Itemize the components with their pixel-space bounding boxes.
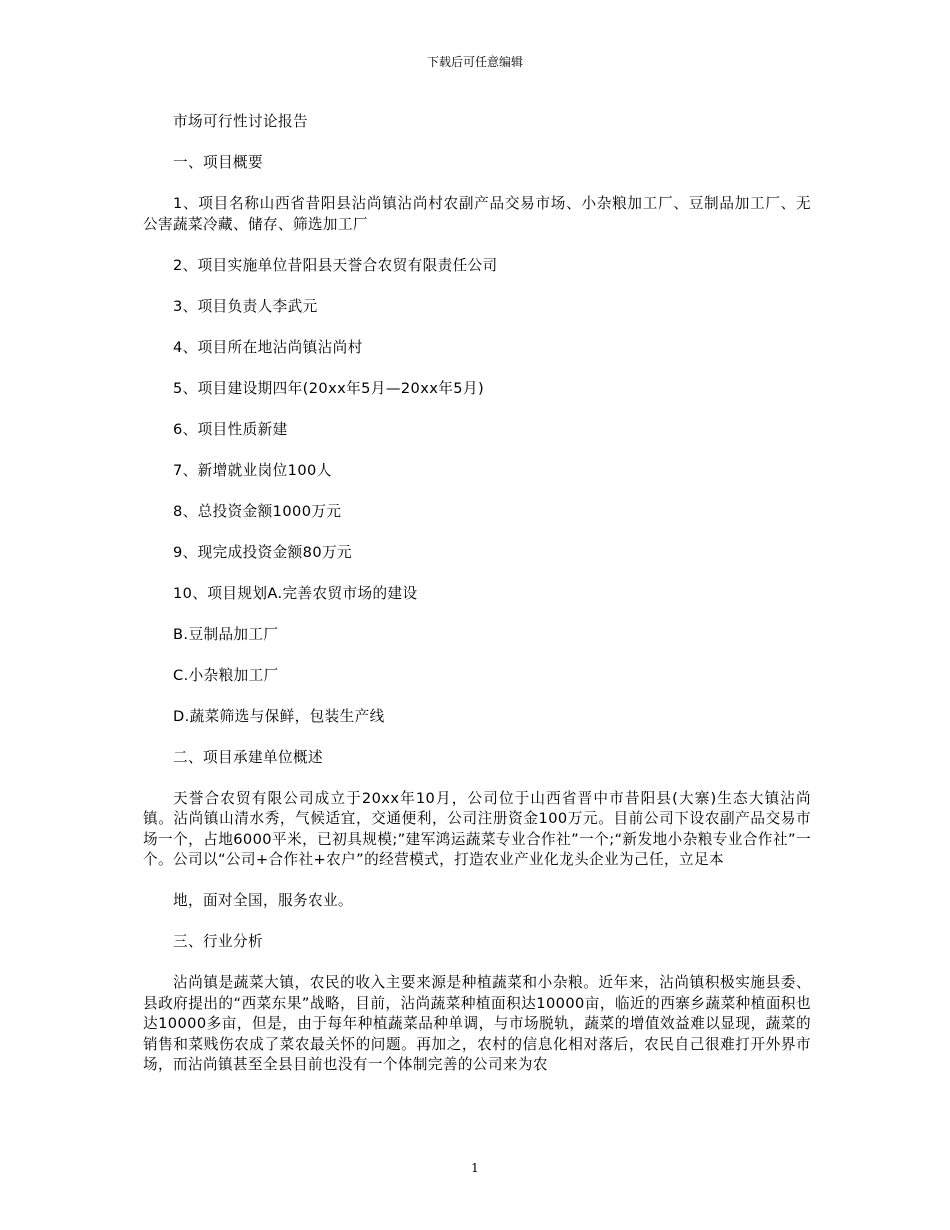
- project-item-location: 4、项目所在地沾尚镇沾尚村: [173, 338, 363, 356]
- project-item-plan-b: B.豆制品加工厂: [173, 625, 279, 643]
- industry-paragraph: 沾尚镇是蔬菜大镇，农民的收入主要来源是种植蔬菜和小杂粮。近年来，沾尚镇积极实施县委、县政府提出的“西菜东果”战略，目前，沾尚蔬菜种植面积达10000亩，临近的西寨乡蔬菜种植面积也达10000多亩，但是，由于每年种植蔬菜品种单调，与市场脱轨，蔬菜的增值效益难以显现，蔬菜的销售和菜贱伤农成了菜农最关怀的问题。再加之，农村的信息化相对落后，农民自己很难打开外界市场，而沾尚镇甚至全县目前也没有一个体制完善的公司来为农: [143, 974, 811, 1073]
- project-item-period: 5、项目建设期四年(20xx年5月—20xx年5月): [173, 379, 485, 397]
- page-number: 1: [471, 1161, 479, 1175]
- project-item-unit: 2、项目实施单位昔阳县天誉合农贸有限责任公司: [173, 256, 498, 274]
- section-heading-company: 二、项目承建单位概述: [173, 748, 323, 766]
- project-item-name: 1、项目名称山西省昔阳县沾尚镇沾尚村农副产品交易市场、小杂粮加工厂、豆制品加工厂、无公害蔬菜冷藏、储存、筛选加工厂: [143, 195, 811, 233]
- project-item-completed-investment: 9、现完成投资金额80万元: [173, 543, 352, 561]
- project-item-jobs: 7、新增就业岗位100人: [173, 461, 332, 479]
- project-item-plan-a: 10、项目规划A.完善农贸市场的建设: [173, 584, 418, 602]
- project-item-plan-c: C.小杂粮加工厂: [173, 666, 279, 684]
- project-item-investment: 8、总投资金额1000万元: [173, 502, 342, 520]
- project-item-leader: 3、项目负责人李武元: [173, 297, 318, 315]
- project-item-nature: 6、项目性质新建: [173, 420, 288, 438]
- project-item-plan-d: D.蔬菜筛选与保鲜，包装生产线: [173, 707, 385, 725]
- section-heading-industry: 三、行业分析: [173, 933, 263, 950]
- page-header: 下载后可任意编辑: [426, 55, 523, 69]
- section-heading-overview: 一、项目概要: [173, 154, 263, 171]
- document-body: [143, 112, 811, 1096]
- document-title: 市场可行性讨论报告: [173, 113, 308, 130]
- company-paragraph: 天誉合农贸有限公司成立于20xx年10月，公司位于山西省晋中市昔阳县(大寨)生态大镇沾尚镇。沾尚镇山清水秀，气候适宜，交通便利，公司注册资金100万元。目前公司下设农副产品交易市场一个，占地6000平米，已初具规模;”建军鸿运蔬菜专业合作社”一个;“新发地小杂粮专业合作社”一个。公司以“公司+合作社+农户”的经营模式，打造农业产业化龙头企业为己任，立足本: [143, 789, 811, 868]
- company-paragraph-continued: 地，面对全国，服务农业。: [173, 892, 353, 909]
